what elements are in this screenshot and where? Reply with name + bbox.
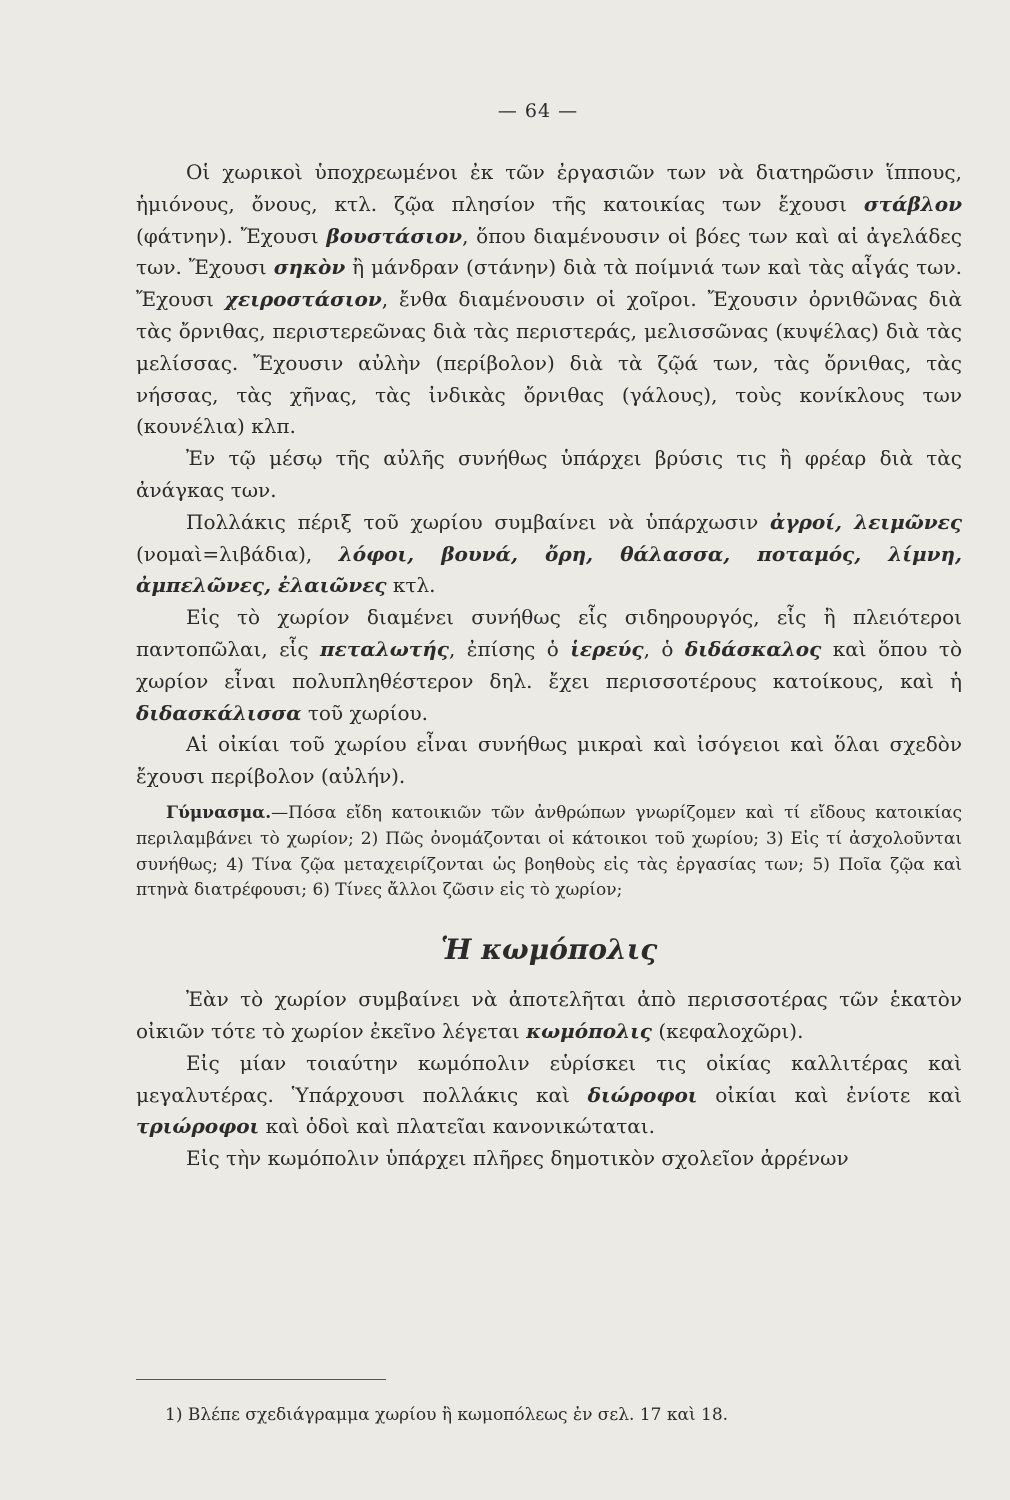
- text-run: κτλ.: [386, 573, 436, 598]
- section-heading: Ἡ κωμόπολις: [440, 933, 658, 967]
- term-diorofoi: διώροφοι: [587, 1082, 698, 1107]
- term-iereus: ἱερεύς: [570, 636, 644, 661]
- term-boustasion: βουστάσιον: [326, 223, 463, 248]
- term-petalotis: πεταλωτής: [320, 636, 449, 661]
- text-run: (κεφαλοχῶρι).: [651, 1018, 804, 1043]
- text-run: Οἱ χωρικοὶ ὑποχρεωμένοι ἐκ τῶν ἐργασιῶν των νὰ διατηρῶσιν ἵππους, ἡμιόνους, ὄνους, κτλ. ζῷα πλησίον τῆς κατοικίας των ἔχουσι: [136, 160, 962, 216]
- paragraph-courtyard: Ἐν τῷ μέσῳ τῆς αὐλῆς συνήθως ὑπάρχει βρύσις τις ἢ φρέαρ διὰ τὰς ἀνάγκας των.: [136, 446, 962, 502]
- exercise-block: [136, 801, 962, 904]
- footnote: 1) Βλέπε σχεδιάγραμμα χωρίου ἢ κωμοπόλεως ἐν σελ. 17 καὶ 18.: [165, 1405, 729, 1425]
- paragraph-komopolis-houses: [136, 1048, 962, 1143]
- text-run: Εἰς τὸ χωρίον διαμένει συνήθως εἷς σιδηρουργός, εἷς ἢ πλειότεροι παντοπῶλαι, εἷς: [136, 605, 962, 661]
- paragraph-houses: Αἱ οἰκίαι τοῦ χωρίου εἶναι συνήθως μικραὶ καὶ ἰσόγειοι καὶ ὅλαι σχεδὸν ἔχουσι περίβολον (αὐλήν).: [136, 732, 962, 789]
- text-run: τοῦ χωρίου.: [301, 700, 429, 725]
- term-stavlon: στάβλον: [863, 191, 962, 216]
- page-number: — 64 —: [497, 100, 579, 122]
- term-cheirostasion: χειροστάσιον: [224, 287, 382, 312]
- text-run: Πολλάκις πέριξ τοῦ χωρίου συμβαίνει νὰ ὑπάρχωσιν: [186, 509, 771, 534]
- term-sikon: σηκὸν: [273, 255, 346, 280]
- paragraph-komopolis-definition: [136, 984, 962, 1048]
- text-run: , ἐπίσης ὁ: [448, 636, 571, 661]
- text-run: ἢ μάνδραν (στάνην) διὰ τὰ ποίμνιά των καὶ τὰς αἶγάς των. Ἔχουσι: [136, 255, 963, 312]
- text-run: , ὅπου διαμένουσιν οἱ βόες των καὶ αἱ ἀγελάδες των. Ἔχουσι: [136, 223, 962, 280]
- text-run: καὶ ὁδοὶ καὶ πλατεῖαι κανονικώταται.: [259, 1114, 655, 1139]
- text-run: (νομαὶ=λιβάδια),: [136, 541, 339, 566]
- text-run: , ἔνθα διαμένουσιν οἱ χοῖροι. Ἔχουσιν ὀρνιθῶνας διὰ τὰς ὄρνιθας, περιστερεῶνας διὰ τὰς περιστεράς, μελισσῶνας (κυψέλας) διὰ τὰς μελίσσας. Ἔχουσιν αὐλὴν (περίβολον) διὰ τὰ ζῷά των, τὰς ὄρνιθας, τὰς νήσσας, τὰς χῆνας, τὰς ἰνδικὰς ὄρνιθας (γάλους), τοὺς κονίκλους των (κουνέλια) κλπ.: [136, 287, 962, 439]
- body-text: [136, 157, 962, 1175]
- paragraph-stables: [136, 157, 962, 443]
- term-komopolis: κωμόπολις: [526, 1018, 652, 1043]
- paragraph-komopolis-school: Εἰς τὴν κωμόπολιν ὑπάρχει πλῆρες δημοτικὸν σχολεῖον ἀρρένων: [186, 1146, 849, 1171]
- paragraph-surroundings: [136, 507, 962, 602]
- text-run: , ὁ: [643, 636, 685, 661]
- text-run: οἰκίαι καὶ ἐνίοτε καὶ: [697, 1082, 962, 1107]
- text-run: καὶ ὅπου τὸ χωρίον εἶναι πολυπληθέστερον δηλ. ἔχει περισσοτέρους κατοίκους, καὶ ἡ: [136, 636, 962, 693]
- term-didaskalissa: διδασκάλισσα: [136, 700, 302, 725]
- text-run: Ἐὰν τὸ χωρίον συμβαίνει νὰ ἀποτελῆται ἀπὸ περισσοτέρας τῶν ἑκατὸν οἰκιῶν τότε τὸ χωρίον ἐκεῖνο λέγεται: [136, 987, 962, 1043]
- term-triorofoi: τριώροφοι: [136, 1114, 260, 1139]
- term-didaskalos: διδάσκαλος: [684, 636, 822, 661]
- paragraph-residents: [136, 602, 962, 729]
- text-run: (φάτνην). Ἔχουσι: [136, 223, 327, 248]
- text-run: Εἰς μίαν τοιαύτην κωμόπολιν εὑρίσκει τις οἰκίας καλλιτέρας καὶ μεγαλυτέρας. Ὑπάρχουσι πολλάκις καὶ: [136, 1050, 962, 1107]
- term-fields: ἀγροί, λειμῶνες: [770, 509, 962, 534]
- footnote-divider: [136, 1379, 386, 1380]
- term-landforms: λόφοι, βουνά, ὄρη, θάλασσα, ποταμός, λίμνη, ἀμπελῶνες, ἐλαιῶνες: [136, 541, 962, 598]
- exercise-label: Γύμνασμα.: [166, 802, 272, 823]
- exercise-text: —Πόσα εἴδη κατοικιῶν τῶν ἀνθρώπων γνωρίζομεν καὶ τί εἴδους κατοικίας περιλαμβάνει τὸ χωρίον; 2) Πῶς ὀνομάζονται οἱ κάτοικοι τοῦ χωρίου; 3) Εἰς τί ἀσχολοῦνται συνήθως; 4) Τίνα ζῷα μεταχειρίζονται ὡς βοηθοὺς εἰς τὰς ἐργασίας των; 5) Ποῖα ζῷα καὶ πτηνὰ διατρέφουσι; 6) Τίνες ἄλλοι ζῶσιν εἰς τὸ χωρίον;: [136, 802, 962, 901]
